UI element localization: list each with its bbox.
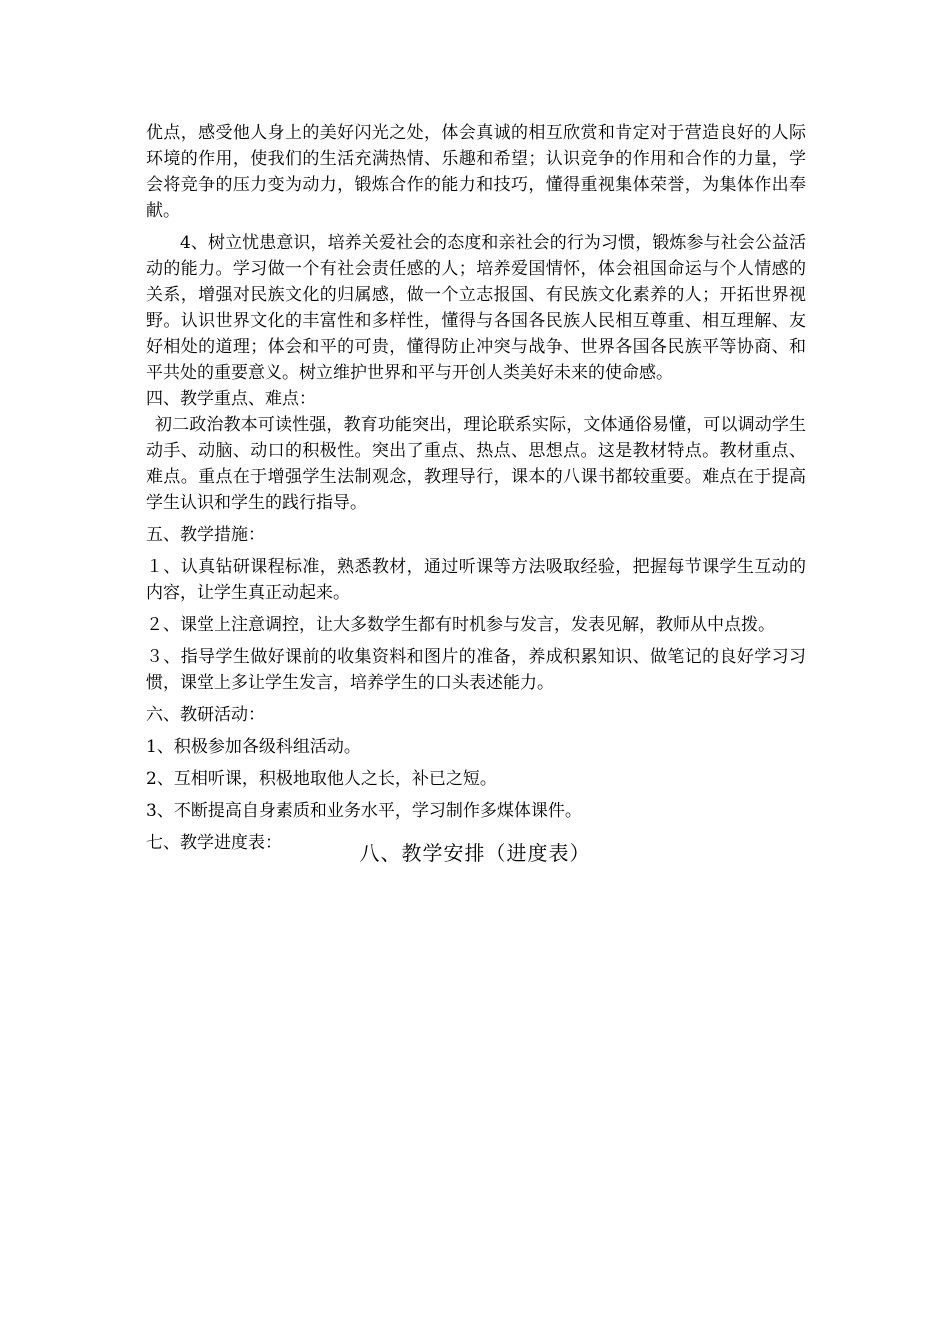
paragraph-virtues: 优点，感受他人身上的美好闪光之处，体会真诚的相互欣赏和肯定对于营造良好的人际环境的作用，使我们的生活充满热情、乐趣和希望；认识竞争的作用和合作的力量，学会将竞争的压力变为动力，锻炼合作的能力和技巧，懂得重视集体荣誉，为集体作出奉献。 <box>146 123 806 221</box>
measure-item-2: ２、课堂上注意调控，让大多数学生都有时机参与发言，发表见解，教师从中点拨。 <box>146 615 775 635</box>
heading-key-points: 四、教学重点、难点： <box>146 389 316 409</box>
measure-item-3: ３、指导学生做好课前的收集资料和图片的准备，养成积累知识、做笔记的良好学习习惯，课堂上多让学生发言，培养学生的口头表述能力。 <box>146 647 806 693</box>
heading-schedule: 七、教学进度表： <box>146 833 282 853</box>
research-item-1: 1、积极参加各级科组活动。 <box>146 737 361 757</box>
heading-measures: 五、教学措施： <box>146 525 265 545</box>
heading-research: 六、教研活动： <box>146 705 265 725</box>
research-item-2: 2、互相听课，积极地取他人之长，补已之短。 <box>146 769 497 789</box>
document-body <box>146 120 806 856</box>
research-item-3: 3、不断提高自身素质和业务水平，学习制作多煤体课件。 <box>146 801 582 821</box>
paragraph-goal-4: 4、树立忧患意识，培养关爱社会的态度和亲社会的行为习惯，锻炼参与社会公益活动的能力。学习做一个有社会责任感的人；培养爱国情怀，体会祖国命运与个人情感的关系，增强对民族文化的归属感，做一个立志报国、有民族文化素养的人；开拓世界视野。认识世界文化的丰富性和多样性，懂得与各国各民族人民相互尊重、相互理解、友好相处的道理；体会和平的可贵，懂得防止冲突与战争、世界各国各民族平等协商、和平共处的重要意义。树立维护世界和平与开创人类美好未来的使命感。 <box>146 233 806 383</box>
paragraph-key-points: 初二政治教本可读性强，教育功能突出，理论联系实际，文体通俗易懂，可以调动学生动手、动脑、动口的积极性。突出了重点、热点、思想点。这是教材特点。教材重点、难点。重点在于增强学生法制观念，教理导行，课本的八课书都较重要。难点在于提高学生认识和学生的践行指导。 <box>146 415 806 513</box>
measure-item-1: １、认真钻研课程标准，熟悉教材，通过听课等方法吸取经验，把握每节课学生互动的内容，让学生真正动起来。 <box>146 557 806 603</box>
section-title: 八、教学安排（进度表） <box>359 841 591 865</box>
